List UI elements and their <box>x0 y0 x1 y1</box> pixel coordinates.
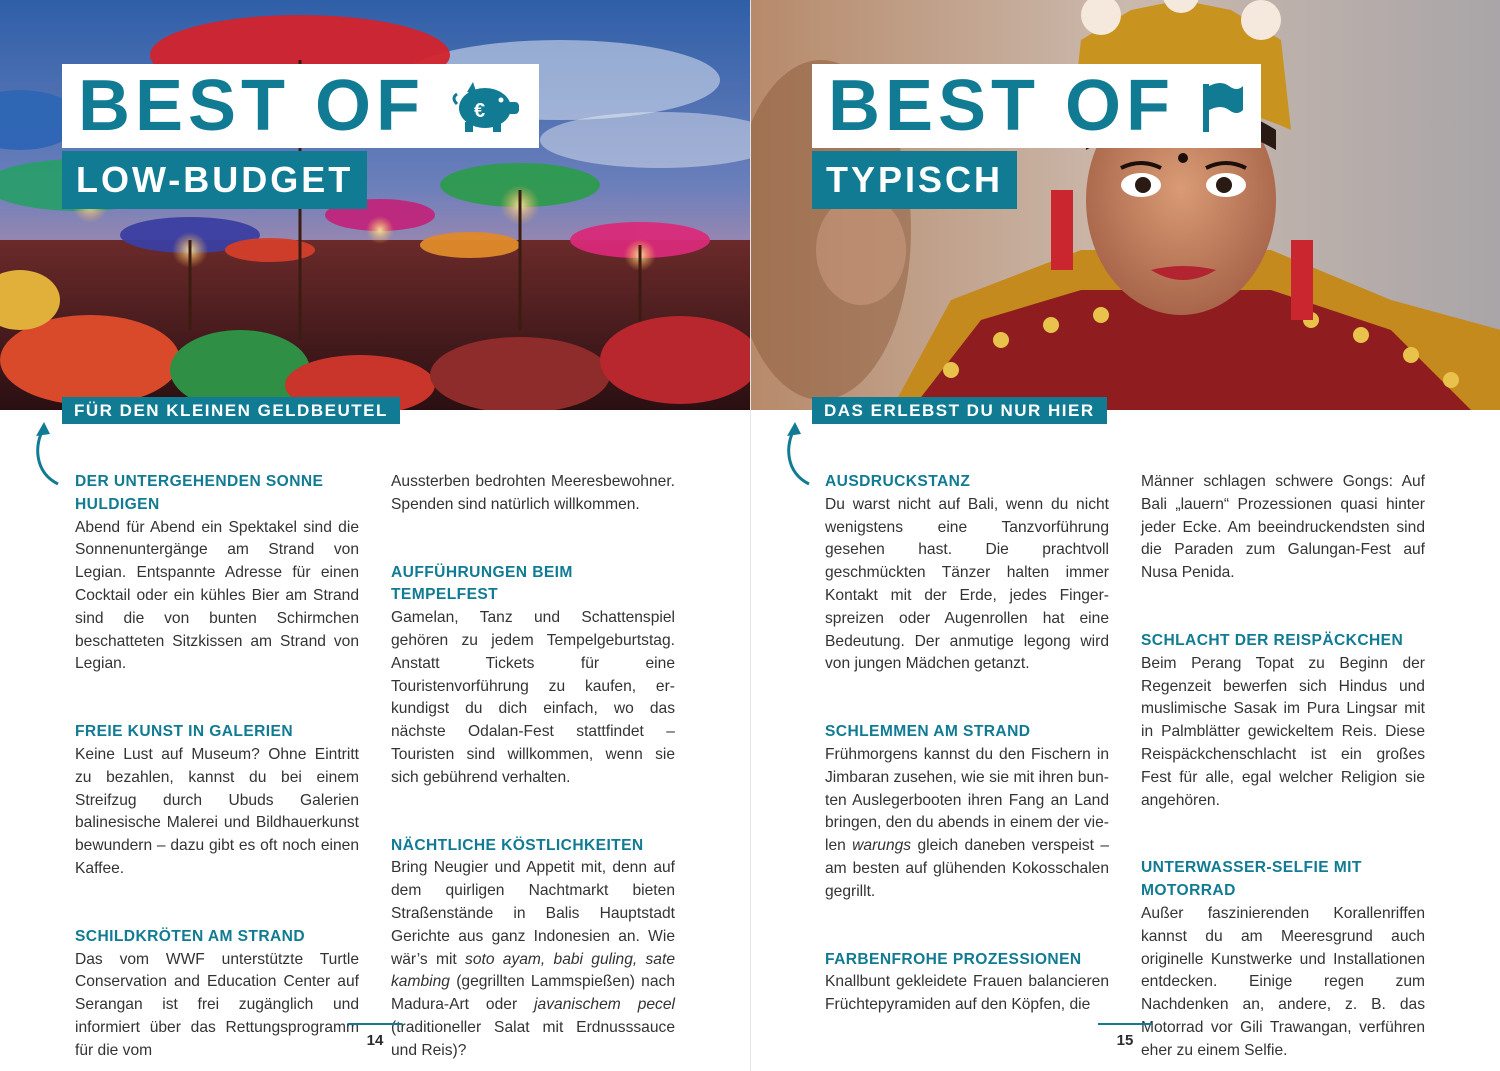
entry-heading: FREIE KUNST IN GALERIEN <box>75 723 293 741</box>
entry-processions <box>825 949 1109 1017</box>
entry-heading: UNTERWASSER-SELFIE MIT MOTORRAD <box>1141 859 1362 900</box>
entry-underwater-selfie <box>1141 857 1425 1062</box>
entry-text: Keine Lust auf Museum? Ohne Eintritt zu bezahlen, kannst du bei einem Streifzug durch Ubuds Galerien balinesische Malerei und Bildhauerkunst bewundern – dazu gibt es oft noch einen Kaffee. <box>75 745 359 877</box>
entry-text: Bring Neugier und Appetit mit, denn auf dem quirligen Nachtmarkt bieten Straßenstände in Balis Hauptstadt Gerichte aus ganz Indonesien an. Wie wär’s mit soto ayam, babi guling, sate kambing (gegrillten Lammspießen) nach Madura-Art oder javanischem pecel (traditioneller Salat mit Erdnusssauce und Reis)? <box>391 859 675 1059</box>
entry-rice-battle <box>1141 630 1425 812</box>
entry-dance <box>825 471 1109 676</box>
title-subtitle: LOW-BUDGET <box>62 151 367 209</box>
right-column-2 <box>1141 471 1425 1071</box>
svg-text:€: € <box>473 100 491 122</box>
entry-text: Das vom WWF unterstützte Turtle Conservation and Education Center auf Serangan ist frei zugänglich und informiert über das Rettungsprogramm für die vom <box>75 950 359 1059</box>
entry-processions-continued <box>1141 471 1425 585</box>
entry-text: Außer faszinierenden Korallenriffen kannst du am Meeresgrund auch originelle Kunstwerke und Installationen entdecken. Einige regen zum Nachdenken an, andere, z. B. das Motorrad vor Gili Trawangan, verführen eher zu einem Selfie. <box>1141 904 1425 1059</box>
entry-text: Aussterben bedrohten Meeresbewohner. Spenden sind natürlich willkommen. <box>391 473 675 513</box>
entry-heading: FARBENFROHE PROZESSIONEN <box>825 950 1082 968</box>
entry-turtles <box>75 926 359 1063</box>
title-best-of <box>812 64 1261 148</box>
entry-heading: SCHILDKRÖTEN AM STRAND <box>75 927 305 945</box>
title-best-of-text: BEST OF <box>828 66 1176 146</box>
entry-sunset <box>75 471 359 676</box>
entry-heading: DER UNTERGEHENDEN SONNE HULDIGEN <box>75 473 324 513</box>
entry-heading: AUFFÜHRUNGEN BEIM TEMPELFEST <box>391 563 573 604</box>
entry-turtles-continued <box>391 471 675 517</box>
left-column-1 <box>75 471 359 1071</box>
section-strap: DAS ERLEBST DU NUR HIER <box>812 397 1107 424</box>
entry-heading: AUSDRUCKSTANZ <box>825 473 971 490</box>
right-page <box>751 0 1500 1071</box>
left-column-2 <box>391 471 675 1071</box>
entry-heading: NÄCHTLICHE KÖSTLICHKEITEN <box>391 836 644 854</box>
title-best-of-text: BEST OF <box>78 66 426 146</box>
page-number: 14 <box>348 1023 402 1049</box>
piggy-bank-euro-icon <box>449 78 523 134</box>
page-number: 15 <box>1098 1023 1152 1049</box>
curved-arrow-icon <box>781 420 815 488</box>
entry-text: Du warst nicht auf Bali, wenn du nicht wenigstens eine Tanzvorführung gesehen hast. Die prachtvoll geschmückten Tänzer halten immer Kontakt mit der Erde, jedes Fingerspreizen oder Augenrollen hat eine Bedeutung. Der anmutige legong wird von jungen Mädchen getanzt. <box>825 495 1109 673</box>
right-column-1 <box>825 471 1109 1062</box>
entry-text: Frühmorgens kannst du den Fischern in Jimbaran zusehen, wie sie mit ihren bunten Auslegerbooten ihren Fang an Land bringen, den du abends in einem der vielen warungs gleich daneben verspeist – am besten auf glühenden Kokosschalen gegrillt. <box>825 745 1109 900</box>
section-strap: FÜR DEN KLEINEN GELDBEUTEL <box>62 397 400 424</box>
flag-icon <box>1199 78 1245 134</box>
entry-text: Gamelan, Tanz und Schattenspiel gehören zu jedem Tempelgeburtstag. Anstatt Tickets für eine Touristenvorführung zu kaufen, erkundigst du dich einfach, wo das nächste Odalan-Fest stattfindet – Touristen sind willkommen, wenn sie sich gebührend verhalten. <box>391 609 675 786</box>
entry-text: Männer schlagen schwere Gongs: Auf Bali „lauern“ Prozessionen quasi hinter jeder Ecke. Am beeindruckendsten sind die Paraden zum Galungan-Fest auf Nusa Penida. <box>1141 473 1425 582</box>
entry-text: Knallbunt gekleidete Frauen balancieren Früchtepyramiden auf den Köpfen, die <box>825 973 1109 1014</box>
entry-text: Abend für Abend ein Spektakel sind die Sonnenuntergänge am Strand von Legian. Entspannte Adresse für einen Cocktail oder ein kühles Bier am Strand sind die von bunten Schirmchen beschatteten Sitzkissen am Strand von Legian. <box>75 518 359 673</box>
entry-temple-festival <box>391 562 675 790</box>
entry-night-market <box>391 835 675 1063</box>
curved-arrow-icon <box>30 420 64 488</box>
entry-heading: SCHLACHT DER REISPÄCKCHEN <box>1141 631 1404 649</box>
entry-galleries <box>75 721 359 881</box>
entry-text: Beim Perang Topat zu Beginn der Regenzeit bewerfen sich Hindus und muslimische Sasak im Pura Lingsar mit in Palmblätter gewickeltem Reis. Diese Reispäckchenschlacht ist ein großes Fest für alle, egal welcher Religion sie angehören. <box>1141 654 1425 809</box>
title-subtitle: TYPISCH <box>812 151 1017 209</box>
entry-beach-feast <box>825 721 1109 903</box>
title-best-of <box>62 64 539 148</box>
entry-heading: SCHLEMMEN AM STRAND <box>825 723 1031 741</box>
